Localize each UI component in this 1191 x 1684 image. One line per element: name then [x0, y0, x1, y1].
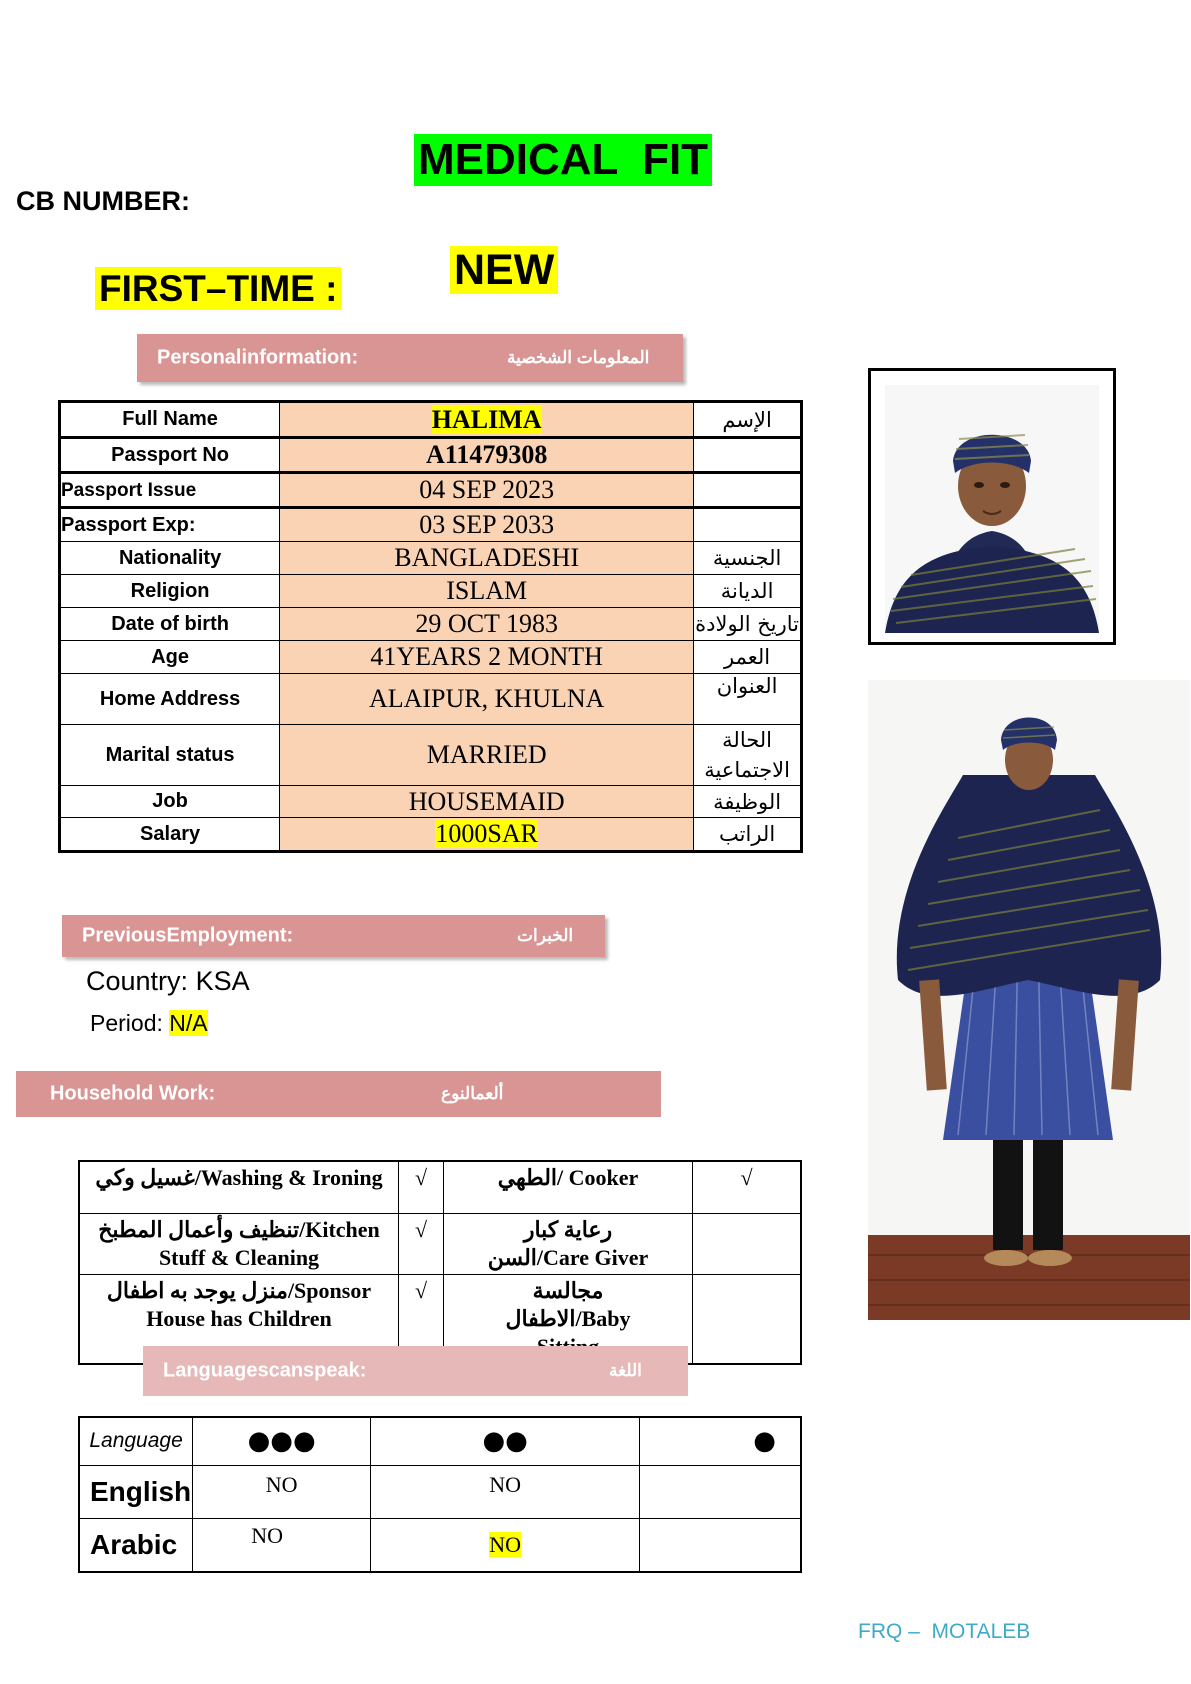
- field-label-arabic: الجنسية: [694, 542, 802, 575]
- previous-employment-banner: [62, 915, 605, 957]
- field-label: Passport No: [60, 438, 280, 473]
- work-task: رعاية كبار السن/Care Giver: [444, 1213, 693, 1274]
- languages-title: Languagescanspeak:: [163, 1359, 367, 1382]
- check-mark: [693, 1274, 802, 1364]
- language-name: English: [79, 1465, 193, 1518]
- field-label-arabic: [694, 438, 802, 473]
- language-level-value: NO: [193, 1465, 371, 1518]
- table-row: [60, 674, 802, 725]
- household-work-table: [78, 1160, 802, 1365]
- field-label-arabic: [694, 473, 802, 508]
- table-row: [79, 1465, 801, 1518]
- language-level-value: NO: [193, 1518, 371, 1572]
- check-mark: [693, 1213, 802, 1274]
- field-value: MARRIED: [280, 725, 694, 786]
- household-work-title-arabic: ألعمالنوع: [441, 1084, 504, 1103]
- check-mark: √: [399, 1274, 444, 1364]
- field-label: Religion: [60, 575, 280, 608]
- personal-info-title-arabic: المعلومات الشخصية: [507, 348, 650, 367]
- field-value: BANGLADESHI: [280, 542, 694, 575]
- field-label: Marital status: [60, 725, 280, 786]
- household-work-title: Household Work:: [50, 1082, 216, 1105]
- language-level-value: NO: [371, 1465, 640, 1518]
- language-level-value: [640, 1518, 801, 1572]
- arabic-level-value: NO: [489, 1531, 522, 1557]
- table-row: [60, 786, 802, 818]
- language-level-value: [371, 1518, 640, 1572]
- previous-employment-title: PreviousEmployment:: [82, 924, 294, 947]
- table-row: [79, 1213, 801, 1274]
- fluency-level-3: ●●●: [193, 1417, 371, 1465]
- table-row: [60, 438, 802, 473]
- field-label: Full Name: [60, 402, 280, 438]
- work-task: تنظيف وأعمال المطبخ/Kitchen Stuff & Cleaning: [79, 1213, 399, 1274]
- table-row: [60, 542, 802, 575]
- household-work-banner: [16, 1071, 661, 1117]
- field-value: ISLAM: [280, 575, 694, 608]
- field-label: Date of birth: [60, 608, 280, 641]
- first-time-label: FIRST–TIME :: [95, 267, 341, 310]
- field-value: 41YEARS 2 MONTH: [280, 641, 694, 674]
- check-mark: √: [399, 1161, 444, 1213]
- personal-info-banner: [137, 334, 683, 382]
- languages-banner: [143, 1346, 688, 1396]
- salary-value: 1000SAR: [435, 819, 538, 848]
- full-body-photo-image: [868, 680, 1190, 1320]
- personal-info-table: [58, 400, 803, 853]
- portrait-photo-image: [871, 371, 1113, 642]
- table-row: [60, 473, 802, 508]
- full-body-photo: [868, 680, 1190, 1320]
- table-row: [60, 818, 802, 852]
- language-name: Arabic: [79, 1518, 193, 1572]
- field-label-arabic: الإسم: [694, 402, 802, 438]
- check-mark: √: [399, 1213, 444, 1274]
- table-row: [60, 508, 802, 542]
- field-value: [280, 818, 694, 852]
- table-row: [60, 725, 802, 786]
- personal-info-title: Personalinformation:: [157, 346, 359, 369]
- table-row: [79, 1161, 801, 1213]
- country-label: Country:: [86, 966, 189, 996]
- field-value: 03 SEP 2033: [280, 508, 694, 542]
- field-value: [280, 402, 694, 438]
- field-label-arabic: الراتب: [694, 818, 802, 852]
- fluency-level-1: ●: [640, 1417, 801, 1465]
- period-label: Period:: [90, 1010, 163, 1036]
- table-row: [79, 1518, 801, 1572]
- language-header-label: Language: [79, 1417, 193, 1465]
- field-label-arabic: العمر: [694, 641, 802, 674]
- field-value: 04 SEP 2023: [280, 473, 694, 508]
- footer-signature: FRQ – MOTALEB: [858, 1620, 1031, 1643]
- table-row: [60, 575, 802, 608]
- cb-number-label: CB NUMBER:: [16, 186, 190, 216]
- work-task: منزل يوجد به اطفال/Sponsor House has Children: [79, 1274, 399, 1364]
- languages-title-arabic: اللغة: [609, 1361, 642, 1380]
- field-label-arabic: الحالة الاجتماعية: [694, 725, 802, 786]
- languages-table: [78, 1416, 802, 1573]
- work-task: مجالسة الاطفال/Baby: [444, 1274, 693, 1364]
- field-label-arabic: العنوان: [694, 674, 802, 725]
- country-value: KSA: [195, 966, 250, 996]
- fluency-level-2: ●●: [371, 1417, 640, 1465]
- work-task: غسيل وكي/Washing & Ironing: [79, 1161, 399, 1213]
- check-mark: √: [693, 1161, 802, 1213]
- field-label-arabic: [694, 508, 802, 542]
- field-label: Salary: [60, 818, 280, 852]
- table-row: [79, 1417, 801, 1465]
- field-label: Passport Exp:: [60, 508, 280, 542]
- field-label: Job: [60, 786, 280, 818]
- field-label: Age: [60, 641, 280, 674]
- table-row: [60, 641, 802, 674]
- medical-status: MEDICAL FIT: [414, 134, 712, 186]
- period-line: [90, 1010, 208, 1037]
- table-row: [60, 608, 802, 641]
- first-time-value: NEW: [450, 246, 558, 294]
- field-label-arabic: الديانة: [694, 575, 802, 608]
- language-level-value: [640, 1465, 801, 1518]
- field-label: Home Address: [60, 674, 280, 725]
- previous-employment-title-arabic: الخبرات: [517, 926, 574, 945]
- field-value: 29 OCT 1983: [280, 608, 694, 641]
- field-label: Nationality: [60, 542, 280, 575]
- period-value: N/A: [169, 1010, 208, 1036]
- field-value: ALAIPUR, KHULNA: [280, 674, 694, 725]
- passport-number-value: A11479308: [280, 438, 694, 473]
- country-line: [86, 966, 250, 997]
- work-task: الطهي/ Cooker: [444, 1161, 693, 1213]
- field-label: Passport Issue: [60, 473, 280, 508]
- field-value: HOUSEMAID: [280, 786, 694, 818]
- field-label-arabic: تاريخ الولادة: [694, 608, 802, 641]
- field-label-arabic: الوظيفة: [694, 786, 802, 818]
- portrait-photo: [868, 368, 1116, 645]
- table-row: [60, 402, 802, 438]
- full-name-value: HALIMA: [431, 404, 542, 434]
